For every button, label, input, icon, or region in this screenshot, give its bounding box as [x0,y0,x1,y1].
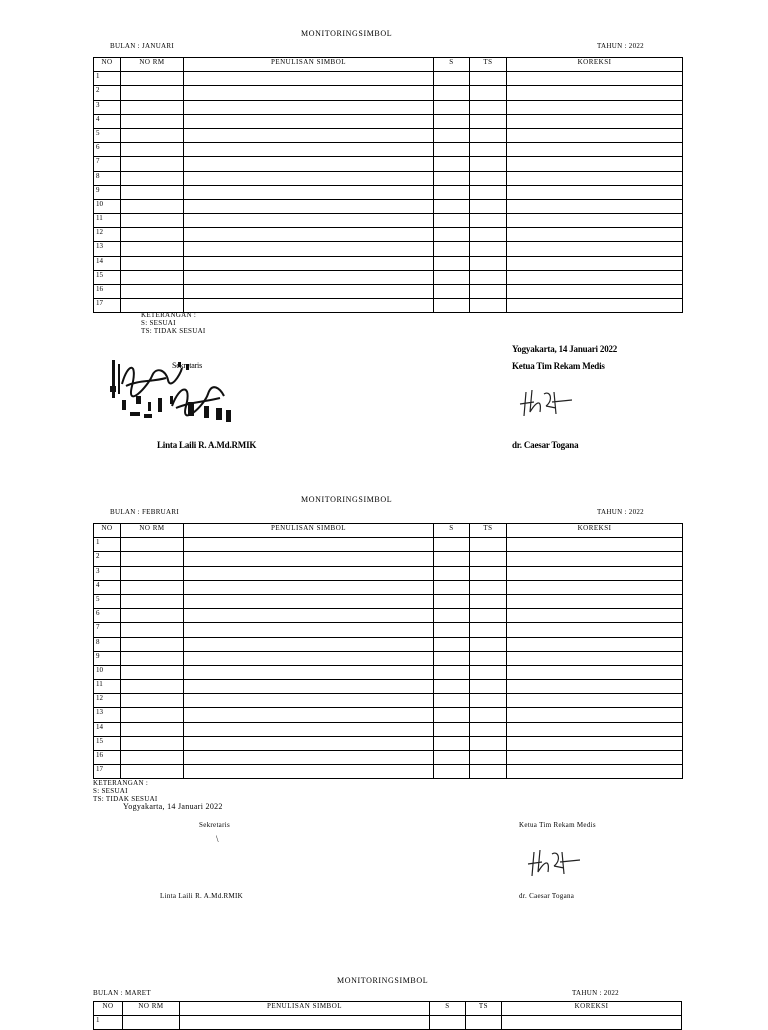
koreksi-cell [507,299,683,313]
section-1-right-role: Ketua Tim Rekam Medis [512,361,605,371]
s-cell [434,228,470,242]
header-s: S [430,1002,466,1016]
section-1-keterangan [141,311,206,335]
penulisan-simbol-cell [184,751,434,765]
koreksi-cell [507,128,683,142]
ts-cell [470,538,507,552]
koreksi-cell [507,722,683,736]
no-rm-cell [121,594,184,608]
s-cell [434,566,470,580]
no-rm-cell [121,580,184,594]
section-1-right-name: dr. Caesar Togana [512,440,579,450]
koreksi-cell [507,580,683,594]
no-rm-cell [123,1016,180,1030]
penulisan-simbol-cell [184,199,434,213]
koreksi-cell [507,552,683,566]
row-number: 16 [94,285,121,299]
s-cell [434,199,470,213]
koreksi-cell [507,100,683,114]
no-rm-cell [121,285,184,299]
ts-cell [470,637,507,651]
ts-cell [470,171,507,185]
row-number: 6 [94,143,121,157]
header-no-rm: NO RM [121,524,184,538]
section-3-table [93,1001,682,1030]
ts-cell [470,299,507,313]
header-ts: TS [466,1002,502,1016]
keterangan-title: KETERANGAN : [93,779,149,787]
section-2-left-role: Sekretaris [199,821,230,829]
penulisan-simbol-cell [184,580,434,594]
table-row [94,751,683,765]
row-number: 4 [94,114,121,128]
ketua-signature-image [516,386,574,420]
no-rm-cell [121,552,184,566]
penulisan-simbol-cell [184,651,434,665]
koreksi-cell [507,594,683,608]
s-cell [434,538,470,552]
ts-cell [470,86,507,100]
ts-cell [470,722,507,736]
s-cell [434,114,470,128]
row-number: 3 [94,100,121,114]
no-rm-cell [121,128,184,142]
penulisan-simbol-cell [184,552,434,566]
s-cell [434,708,470,722]
penulisan-simbol-cell [184,680,434,694]
ts-cell [470,256,507,270]
penulisan-simbol-cell [184,171,434,185]
koreksi-cell [507,736,683,750]
no-rm-cell [121,171,184,185]
row-number: 7 [94,623,121,637]
section-2-mark: \ [216,834,219,844]
s-cell [434,72,470,86]
no-rm-cell [121,751,184,765]
penulisan-simbol-cell [184,299,434,313]
no-rm-cell [121,609,184,623]
no-rm-cell [121,72,184,86]
ts-cell [470,680,507,694]
section-2-left-name: Linta Laili R. A.Md.RMIK [160,892,244,900]
ts-cell [470,128,507,142]
koreksi-cell [502,1016,682,1030]
table-row [94,623,683,637]
row-number: 4 [94,580,121,594]
table-row [94,694,683,708]
table-row [94,580,683,594]
no-rm-cell [121,86,184,100]
table-row [94,100,683,114]
header-no-rm: NO RM [121,58,184,72]
table-row [94,1016,682,1030]
penulisan-simbol-cell [184,637,434,651]
row-number: 3 [94,566,121,580]
ts-cell [470,185,507,199]
penulisan-simbol-cell [184,270,434,284]
penulisan-simbol-cell [184,538,434,552]
s-cell [430,1016,466,1030]
penulisan-simbol-cell [184,609,434,623]
header-no: NO [94,524,121,538]
ts-cell [470,100,507,114]
s-cell [434,285,470,299]
table-row [94,285,683,299]
penulisan-simbol-cell [184,594,434,608]
s-cell [434,665,470,679]
ts-cell [470,552,507,566]
koreksi-cell [507,665,683,679]
penulisan-simbol-cell [184,72,434,86]
keterangan-s: S: SESUAI [93,787,128,795]
row-number: 8 [94,637,121,651]
koreksi-cell [507,72,683,86]
koreksi-cell [507,185,683,199]
row-number: 14 [94,256,121,270]
no-rm-cell [121,114,184,128]
no-rm-cell [121,566,184,580]
no-rm-cell [121,228,184,242]
s-cell [434,594,470,608]
penulisan-simbol-cell [184,214,434,228]
row-number: 1 [94,72,121,86]
koreksi-cell [507,256,683,270]
table-header-row [94,58,683,72]
table-row [94,594,683,608]
table-row [94,552,683,566]
header-penulisan-simbol: PENULISAN SIMBOL [184,524,434,538]
table-row [94,270,683,284]
penulisan-simbol-cell [184,736,434,750]
koreksi-cell [507,566,683,580]
table-row [94,665,683,679]
ts-cell [470,242,507,256]
row-number: 16 [94,751,121,765]
s-cell [434,185,470,199]
penulisan-simbol-cell [184,185,434,199]
ts-cell [470,609,507,623]
table-row [94,538,683,552]
s-cell [434,651,470,665]
ts-cell [470,751,507,765]
ts-cell [470,270,507,284]
s-cell [434,214,470,228]
ts-cell [470,214,507,228]
ts-cell [470,623,507,637]
penulisan-simbol-cell [184,708,434,722]
s-cell [434,86,470,100]
section-2-bulan: BULAN : FEBRUARI [110,508,179,516]
table-row [94,128,683,142]
s-cell [434,609,470,623]
koreksi-cell [507,228,683,242]
no-rm-cell [121,256,184,270]
row-number: 14 [94,722,121,736]
koreksi-cell [507,285,683,299]
koreksi-cell [507,199,683,213]
koreksi-cell [507,609,683,623]
table-header-row [94,524,683,538]
s-cell [434,270,470,284]
table-row [94,566,683,580]
row-number: 2 [94,86,121,100]
table-row [94,722,683,736]
ts-cell [470,143,507,157]
ts-cell [470,694,507,708]
header-no: NO [94,1002,123,1016]
section-1-tahun: TAHUN : 2022 [597,42,644,50]
koreksi-cell [507,680,683,694]
row-number: 13 [94,242,121,256]
row-number: 1 [94,538,121,552]
penulisan-simbol-cell [184,765,434,779]
row-number: 13 [94,708,121,722]
ts-cell [470,580,507,594]
row-number: 9 [94,185,121,199]
s-cell [434,552,470,566]
s-cell [434,623,470,637]
section-2-right-role: Ketua Tim Rekam Medis [519,821,596,829]
no-rm-cell [121,157,184,171]
ts-cell [470,157,507,171]
s-cell [434,299,470,313]
ts-cell [470,114,507,128]
no-rm-cell [121,623,184,637]
penulisan-simbol-cell [184,242,434,256]
section-2-right-name: dr. Caesar Togana [519,892,575,900]
no-rm-cell [121,185,184,199]
no-rm-cell [121,694,184,708]
no-rm-cell [121,637,184,651]
row-number: 8 [94,171,121,185]
row-number: 10 [94,665,121,679]
keterangan-title: KETERANGAN : [141,311,197,319]
penulisan-simbol-cell [184,623,434,637]
table-row [94,114,683,128]
s-cell [434,242,470,256]
section-2-table [93,523,683,779]
penulisan-simbol-cell [184,143,434,157]
koreksi-cell [507,651,683,665]
header-s: S [434,58,470,72]
no-rm-cell [121,270,184,284]
header-ts: TS [470,524,507,538]
penulisan-simbol-cell [184,566,434,580]
row-number: 5 [94,594,121,608]
s-cell [434,637,470,651]
table-row [94,185,683,199]
row-number: 1 [94,1016,123,1030]
s-cell [434,694,470,708]
ts-cell [470,199,507,213]
table-row [94,157,683,171]
table-row [94,765,683,779]
no-rm-cell [121,680,184,694]
row-number: 17 [94,765,121,779]
no-rm-cell [121,538,184,552]
table-row [94,637,683,651]
koreksi-cell [507,623,683,637]
row-number: 2 [94,552,121,566]
koreksi-cell [507,765,683,779]
penulisan-simbol-cell [184,86,434,100]
ts-cell [470,765,507,779]
s-cell [434,128,470,142]
table-row [94,736,683,750]
section-3-title: MONITORINGSIMBOL [337,976,429,985]
row-number: 17 [94,299,121,313]
s-cell [434,171,470,185]
row-number: 11 [94,214,121,228]
keterangan-ts: TS: TIDAK SESUAI [141,327,206,335]
row-number: 11 [94,680,121,694]
no-rm-cell [121,665,184,679]
penulisan-simbol-cell [184,228,434,242]
ts-cell [470,285,507,299]
header-penulisan-simbol: PENULISAN SIMBOL [184,58,434,72]
row-number: 6 [94,609,121,623]
table-row [94,214,683,228]
s-cell [434,736,470,750]
no-rm-cell [121,214,184,228]
penulisan-simbol-cell [184,128,434,142]
koreksi-cell [507,157,683,171]
koreksi-cell [507,242,683,256]
table-row [94,199,683,213]
row-number: 15 [94,736,121,750]
penulisan-simbol-cell [184,256,434,270]
table-row [94,171,683,185]
header-no-rm: NO RM [123,1002,180,1016]
row-number: 5 [94,128,121,142]
no-rm-cell [121,722,184,736]
koreksi-cell [507,143,683,157]
no-rm-cell [121,651,184,665]
table-row [94,651,683,665]
section-1-left-name: Linta Laili R. A.Md.RMIK [157,440,257,450]
koreksi-cell [507,114,683,128]
header-no: NO [94,58,121,72]
keterangan-s: S: SESUAI [141,319,176,327]
section-2-title: MONITORINGSIMBOL [301,495,393,504]
s-cell [434,722,470,736]
koreksi-cell [507,270,683,284]
s-cell [434,143,470,157]
koreksi-cell [507,708,683,722]
s-cell [434,751,470,765]
s-cell [434,765,470,779]
header-koreksi: KOREKSI [507,524,683,538]
table-row [94,609,683,623]
no-rm-cell [121,199,184,213]
s-cell [434,157,470,171]
section-2-keterangan [93,779,158,803]
koreksi-cell [507,538,683,552]
table-row [94,680,683,694]
penulisan-simbol-cell [180,1016,430,1030]
table-row [94,72,683,86]
koreksi-cell [507,86,683,100]
s-cell [434,256,470,270]
ts-cell [470,736,507,750]
koreksi-cell [507,171,683,185]
penulisan-simbol-cell [184,157,434,171]
penulisan-simbol-cell [184,285,434,299]
no-rm-cell [121,736,184,750]
row-number: 9 [94,651,121,665]
row-number: 12 [94,228,121,242]
row-number: 12 [94,694,121,708]
penulisan-simbol-cell [184,100,434,114]
section-1-left-role: Sekretaris [172,361,202,370]
keterangan-ts: TS: TIDAK SESUAI [93,795,158,803]
table-row [94,242,683,256]
row-number: 15 [94,270,121,284]
no-rm-cell [121,708,184,722]
row-number: 10 [94,199,121,213]
ts-cell [470,665,507,679]
ts-cell [466,1016,502,1030]
koreksi-cell [507,214,683,228]
table-row [94,86,683,100]
s-cell [434,580,470,594]
header-penulisan-simbol: PENULISAN SIMBOL [180,1002,430,1016]
header-koreksi: KOREKSI [502,1002,682,1016]
table-row [94,143,683,157]
section-2-place-date: Yogyakarta, 14 Januari 2022 [123,802,223,811]
s-cell [434,680,470,694]
koreksi-cell [507,637,683,651]
penulisan-simbol-cell [184,665,434,679]
ts-cell [470,566,507,580]
section-1-place-date: Yogyakarta, 14 Januari 2022 [512,344,618,354]
no-rm-cell [121,765,184,779]
header-koreksi: KOREKSI [507,58,683,72]
header-s: S [434,524,470,538]
ts-cell [470,228,507,242]
koreksi-cell [507,694,683,708]
ketua-signature-image-2 [524,846,582,880]
penulisan-simbol-cell [184,114,434,128]
table-header-row [94,1002,682,1016]
header-ts: TS [470,58,507,72]
section-1-title: MONITORINGSIMBOL [301,29,393,38]
ts-cell [470,708,507,722]
ts-cell [470,651,507,665]
no-rm-cell [121,100,184,114]
table-row [94,708,683,722]
no-rm-cell [121,242,184,256]
no-rm-cell [121,143,184,157]
table-row [94,256,683,270]
section-1-bulan: BULAN : JANUARI [110,42,174,50]
ts-cell [470,594,507,608]
section-3-tahun: TAHUN : 2022 [572,989,619,997]
section-2-tahun: TAHUN : 2022 [597,508,644,516]
ts-cell [470,72,507,86]
table-row [94,228,683,242]
section-3-bulan: BULAN : MARET [93,989,151,997]
penulisan-simbol-cell [184,694,434,708]
s-cell [434,100,470,114]
section-1-table [93,57,683,313]
penulisan-simbol-cell [184,722,434,736]
koreksi-cell [507,751,683,765]
row-number: 7 [94,157,121,171]
